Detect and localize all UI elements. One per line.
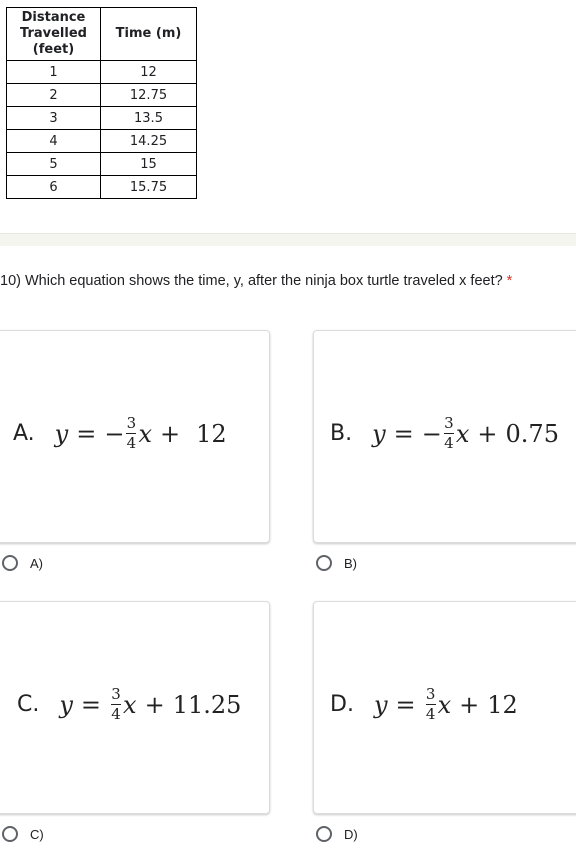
option-label: D): [344, 826, 358, 842]
question-text: 10) Which equation shows the time, y, after the ninja box turtle traveled x feet?: [0, 273, 503, 289]
numerator: 3: [425, 685, 436, 703]
radio-d[interactable]: [316, 826, 332, 842]
cell-time: 13.5: [101, 107, 197, 130]
eq-plus: +: [159, 419, 181, 448]
eq-constant: 11.25: [172, 690, 242, 719]
option-letter: A.: [13, 421, 35, 446]
table-row: [7, 153, 197, 176]
cell-time: 14.25: [101, 130, 197, 153]
option-letter: B.: [330, 421, 353, 446]
denominator: 4: [444, 434, 454, 452]
option-b-image-card[interactable]: [313, 330, 576, 543]
eq-equals: =: [76, 419, 97, 448]
eq-equals: =: [393, 419, 414, 448]
option-d-equation: [330, 687, 518, 722]
option-label: A): [30, 555, 43, 571]
table-row: [7, 84, 197, 107]
cell-time: 12.75: [101, 84, 197, 107]
eq-x: x: [437, 690, 452, 719]
eq-x: x: [123, 690, 137, 719]
cell-distance: 6: [7, 176, 101, 199]
option-b-equation: [330, 416, 559, 451]
required-mark: *: [506, 273, 513, 289]
cell-distance: 3: [7, 107, 101, 130]
option-letter: D.: [330, 692, 354, 717]
denominator: 4: [126, 434, 137, 452]
option-c[interactable]: [2, 826, 44, 842]
cell-time: 12: [101, 61, 197, 84]
eq-y: y: [59, 690, 73, 719]
denominator: 4: [111, 705, 121, 723]
cell-time: 15: [101, 153, 197, 176]
header-line: Distance: [21, 10, 86, 25]
option-b[interactable]: [316, 555, 357, 571]
option-a-equation: [13, 416, 227, 451]
cell-distance: 4: [7, 130, 101, 153]
cell-distance: 1: [7, 61, 101, 84]
eq-plus: +: [459, 690, 480, 719]
question-title: [0, 273, 512, 289]
option-c-equation: [17, 687, 241, 722]
denominator: 4: [425, 705, 436, 723]
numerator: 3: [111, 685, 121, 703]
fraction: [126, 416, 136, 451]
eq-sign: −: [104, 419, 125, 448]
fraction: [444, 416, 454, 451]
section-divider: [0, 233, 576, 246]
eq-plus: +: [144, 690, 165, 719]
table-row: [7, 61, 197, 84]
eq-x: x: [455, 419, 470, 448]
data-table: [6, 7, 197, 199]
fraction: [426, 687, 436, 722]
numerator: 3: [126, 414, 137, 432]
fraction: [111, 687, 121, 722]
radio-c[interactable]: [2, 826, 18, 842]
radio-a[interactable]: [2, 555, 18, 571]
eq-y: y: [372, 419, 386, 448]
eq-equals: =: [395, 690, 416, 719]
header-distance: [7, 8, 101, 61]
cell-distance: 2: [7, 84, 101, 107]
cell-distance: 5: [7, 153, 101, 176]
table-row: [7, 130, 197, 153]
option-label: C): [30, 826, 44, 842]
option-d-image-card[interactable]: [313, 601, 576, 814]
numerator: 3: [444, 414, 454, 432]
option-label: B): [344, 555, 357, 571]
option-d[interactable]: [316, 826, 358, 842]
table-row: [7, 107, 197, 130]
cell-time: 15.75: [101, 176, 197, 199]
eq-constant: 0.75: [505, 419, 559, 448]
option-a-image-card[interactable]: [0, 330, 270, 543]
option-letter: C.: [17, 692, 40, 717]
eq-plus: +: [477, 419, 498, 448]
table-row: [7, 176, 197, 199]
header-line: (feet): [32, 42, 75, 57]
eq-sign: −: [421, 419, 442, 448]
eq-constant: 12: [196, 419, 227, 448]
option-c-image-card[interactable]: [0, 601, 270, 814]
eq-equals: =: [80, 690, 102, 719]
option-a[interactable]: [2, 555, 43, 571]
header-line: Travelled: [20, 26, 87, 41]
eq-y: y: [373, 690, 388, 719]
header-time: Time (m): [101, 8, 197, 61]
radio-b[interactable]: [316, 555, 332, 571]
eq-constant: 12: [487, 690, 518, 719]
table-header-row: [7, 8, 197, 61]
eq-x: x: [138, 419, 152, 448]
eq-y: y: [54, 419, 69, 448]
